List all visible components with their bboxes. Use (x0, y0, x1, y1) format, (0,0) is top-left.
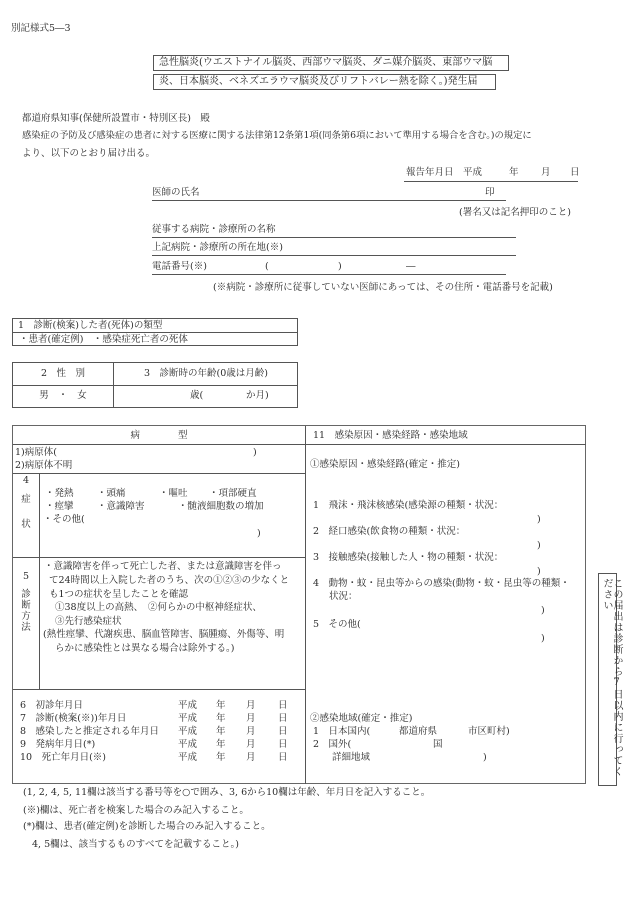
section-2-3-table (12, 362, 298, 408)
section-1-options[interactable]: ・患者(確定例) ・感染症死亡者の死体 (19, 334, 188, 345)
intro-line-1: 感染症の予防及び感染症の患者に対する医療に関する法律第12条第1項(同条第6項において準用する場合を含む。)の規定に (22, 130, 532, 141)
diagnosis-label-4: 法 (21, 622, 31, 633)
main-table-header-divider (13, 444, 586, 445)
pathogen-known[interactable]: 1)病原体( (15, 447, 57, 458)
route-other[interactable]: 5 その他( (313, 619, 361, 630)
date-month: 月 (246, 713, 256, 724)
symptom-other[interactable]: ・その他( (43, 514, 85, 525)
date-day: 日 (278, 726, 288, 737)
date-year: 年 (216, 700, 226, 711)
footnote-1: (1, 2, 4, 5, 11欄は該当する番号等を○で囲み、3, 6から10欄は年齢、年月日を記入すること。 (23, 787, 431, 798)
diagnosis-line-5[interactable]: ③先行感染症状 (55, 616, 122, 627)
diagnosis-number: 5 (22, 571, 30, 582)
report-date-year: 年 (509, 167, 519, 178)
route-contact[interactable]: 3 接触感染(接触した人・物の種類・状況： (313, 552, 504, 563)
region-city: 市区町村) (468, 726, 510, 737)
date-year: 年 (216, 726, 226, 737)
date-era: 平成 (178, 713, 198, 724)
label-column-divider (39, 473, 40, 689)
report-date-label: 報告年月日 (406, 167, 454, 178)
main-table (12, 425, 586, 784)
date-era: 平成 (178, 700, 198, 711)
doctor-note: (※病院・診療所に従事していない医師にあっては、その住所・電話番号を記載) (213, 282, 553, 293)
phone-label: 電話番号(※) (152, 261, 207, 272)
main-table-column-divider (305, 426, 306, 784)
diagnosis-line-2: て24時間以上入院した者のうち、次の①②③の少なくと (49, 575, 290, 586)
symptom-other-close: ) (257, 528, 261, 539)
route-animal-insect-close: ) (541, 605, 545, 616)
date-month: 月 (246, 739, 256, 750)
diagnosis-line-3: も1つの症状を呈したことを確認 (49, 589, 189, 600)
diagnosis-line-6: (熱性痙攣、代謝疾患、脳血管障害、脳腫瘍、外傷等、明 (43, 629, 285, 640)
symptom-csf-cell-increase[interactable]: ・髄液細胞数の増加 (178, 501, 264, 512)
seal-note: (署名又は記名押印のこと) (459, 207, 571, 218)
title-line-2: 炎、日本脳炎、ベネズエラウマ脳炎及びリフトバレー熱を除く。)発生届 (159, 76, 478, 87)
intro-line-2: より、以下のとおり届け出る。 (22, 148, 156, 159)
route-animal-insect[interactable]: 4 動物・蚊・昆虫等からの感染(動物・蚊・昆虫等の種類・ (313, 578, 570, 589)
date-label: 8 感染したと推定される年月日 (20, 726, 160, 737)
side-note: この届出は診断から7日以内に行ってください (601, 578, 622, 777)
age-header: 3 診断時の年齢(0歳は月齢) (143, 368, 268, 379)
route-animal-insect-line-2: 状況： (329, 591, 358, 602)
route-other-close: ) (541, 633, 545, 644)
doctor-name-field[interactable] (152, 188, 506, 201)
section-1-divider (13, 332, 298, 333)
symptom-neck-stiffness[interactable]: ・項部硬直 (209, 488, 257, 499)
date-day: 日 (278, 713, 288, 724)
date-label: 9 発病年月日(*) (20, 739, 96, 750)
region-domestic[interactable]: 1 日本国内( (313, 726, 371, 737)
region-country: 国 (433, 739, 443, 750)
hospital-address-field[interactable] (152, 243, 516, 256)
symptom-consciousness-disorder[interactable]: ・意識障害 (97, 501, 145, 512)
date-label: 10 死亡年月日(※) (20, 752, 107, 763)
hospital-address-label: 上記病院・診療所の所在地(※) (152, 242, 283, 253)
symptoms-label-1: 症 (21, 494, 31, 505)
diagnosis-line-4[interactable]: ①38度以上の高熱、 ②何らかの中枢神経症状、 (55, 602, 262, 613)
addressee: 都道府県知事(保健所設置市・特別区長) 殿 (22, 113, 210, 124)
section-1-case-type (12, 318, 298, 346)
date-month: 月 (246, 700, 256, 711)
date-label: 6 初診年月日 (20, 700, 84, 711)
hospital-name-field[interactable] (152, 225, 516, 238)
symptom-headache[interactable]: ・頭痛 (97, 488, 126, 499)
symptom-convulsion[interactable]: ・痙攣 (45, 501, 74, 512)
footnote-3: (*)欄は、患者(確定例)を診断した場合のみ記入すること。 (23, 821, 271, 832)
report-date-month: 月 (541, 167, 551, 178)
phone-open-paren: ( (265, 261, 269, 272)
doctor-name-label: 医師の氏名 (152, 187, 200, 198)
route-droplet[interactable]: 1 飛沫・飛沫核感染(感染源の種類・状況： (313, 500, 504, 511)
date-year: 年 (216, 752, 226, 763)
diagnosis-divider (13, 689, 305, 690)
date-era: 平成 (178, 752, 198, 763)
age-months[interactable]: か月) (246, 390, 269, 401)
symptoms-divider (13, 557, 305, 558)
footnote-2: (※)欄は、死亡者を検案した場合のみ記入すること。 (23, 805, 249, 816)
diagnosis-label-1: 診 (21, 589, 31, 600)
date-month: 月 (246, 752, 256, 763)
region-title: ②感染地域(確定・推定) (310, 713, 413, 724)
route-oral[interactable]: 2 経口感染(飲食物の種類・状況： (313, 526, 466, 537)
region-detail-close: ) (483, 752, 487, 763)
disease-type-header: 病 型 (130, 430, 188, 441)
route-contact-close: ) (537, 566, 541, 577)
phone-close-paren: ) (338, 261, 342, 272)
route-title: ①感染原因・感染経路(確定・推定) (310, 459, 460, 470)
sex-header: 2 性 別 (40, 368, 86, 379)
route-oral-close: ) (537, 540, 541, 551)
region-prefecture: 都道府県 (399, 726, 438, 737)
report-date-era: 平成 (463, 167, 483, 178)
form-id: 別記様式5―3 (11, 23, 71, 34)
hospital-name-label: 従事する病院・診療所の名称 (152, 224, 276, 235)
date-label: 7 診断(検案(※))年月日 (20, 713, 127, 724)
pathogen-unknown[interactable]: 2)病原体不明 (15, 460, 73, 471)
seal-mark: 印 (485, 187, 495, 198)
phone-dash: ― (406, 261, 416, 272)
section-2-3-row-divider (13, 385, 298, 386)
symptom-fever[interactable]: ・発熱 (45, 488, 74, 499)
age-years[interactable]: 歳( (190, 390, 204, 401)
date-day: 日 (278, 739, 288, 750)
date-month: 月 (246, 726, 256, 737)
report-date-underline (404, 181, 578, 182)
date-era: 平成 (178, 726, 198, 737)
diagnosis-label-3: 方 (21, 611, 31, 622)
sex-options[interactable]: 男 ・ 女 (39, 390, 87, 401)
date-era: 平成 (178, 739, 198, 750)
pathogen-known-close: ) (253, 447, 257, 458)
diagnosis-line-7: らかに感染性とは異なる場合は除外する。) (55, 643, 235, 654)
title-line-1: 急性脳炎(ウエストナイル脳炎、西部ウマ脳炎、ダニ媒介脳炎、東部ウマ脳 (159, 57, 493, 68)
title-box-1 (153, 55, 509, 71)
report-date-day: 日 (570, 167, 580, 178)
phone-field[interactable] (152, 262, 506, 275)
diagnosis-line-1[interactable]: ・意識障害を伴って死亡した者、または意識障害を伴っ (44, 561, 282, 572)
region-foreign[interactable]: 2 国外( (313, 739, 352, 750)
symptoms-label-2: 状 (21, 519, 31, 530)
symptom-vomiting[interactable]: ・嘔吐 (159, 488, 188, 499)
date-day: 日 (278, 752, 288, 763)
side-note-box (598, 573, 622, 786)
date-day: 日 (278, 700, 288, 711)
date-year: 年 (216, 739, 226, 750)
diagnosis-label-2: 断 (21, 600, 31, 611)
pathogen-divider (13, 473, 305, 474)
route-droplet-close: ) (537, 514, 541, 525)
title-box-2 (153, 74, 496, 90)
section-1-header: 1 診断(検案)した者(死体)の類型 (18, 320, 163, 331)
infection-header: 11 感染原因・感染経路・感染地域 (313, 430, 468, 441)
footnote-4: 4, 5欄は、該当するものすべてを記載すること。) (32, 839, 239, 850)
region-detail: 詳細地域 (332, 752, 371, 763)
date-year: 年 (216, 713, 226, 724)
symptoms-number: 4 (22, 475, 30, 486)
